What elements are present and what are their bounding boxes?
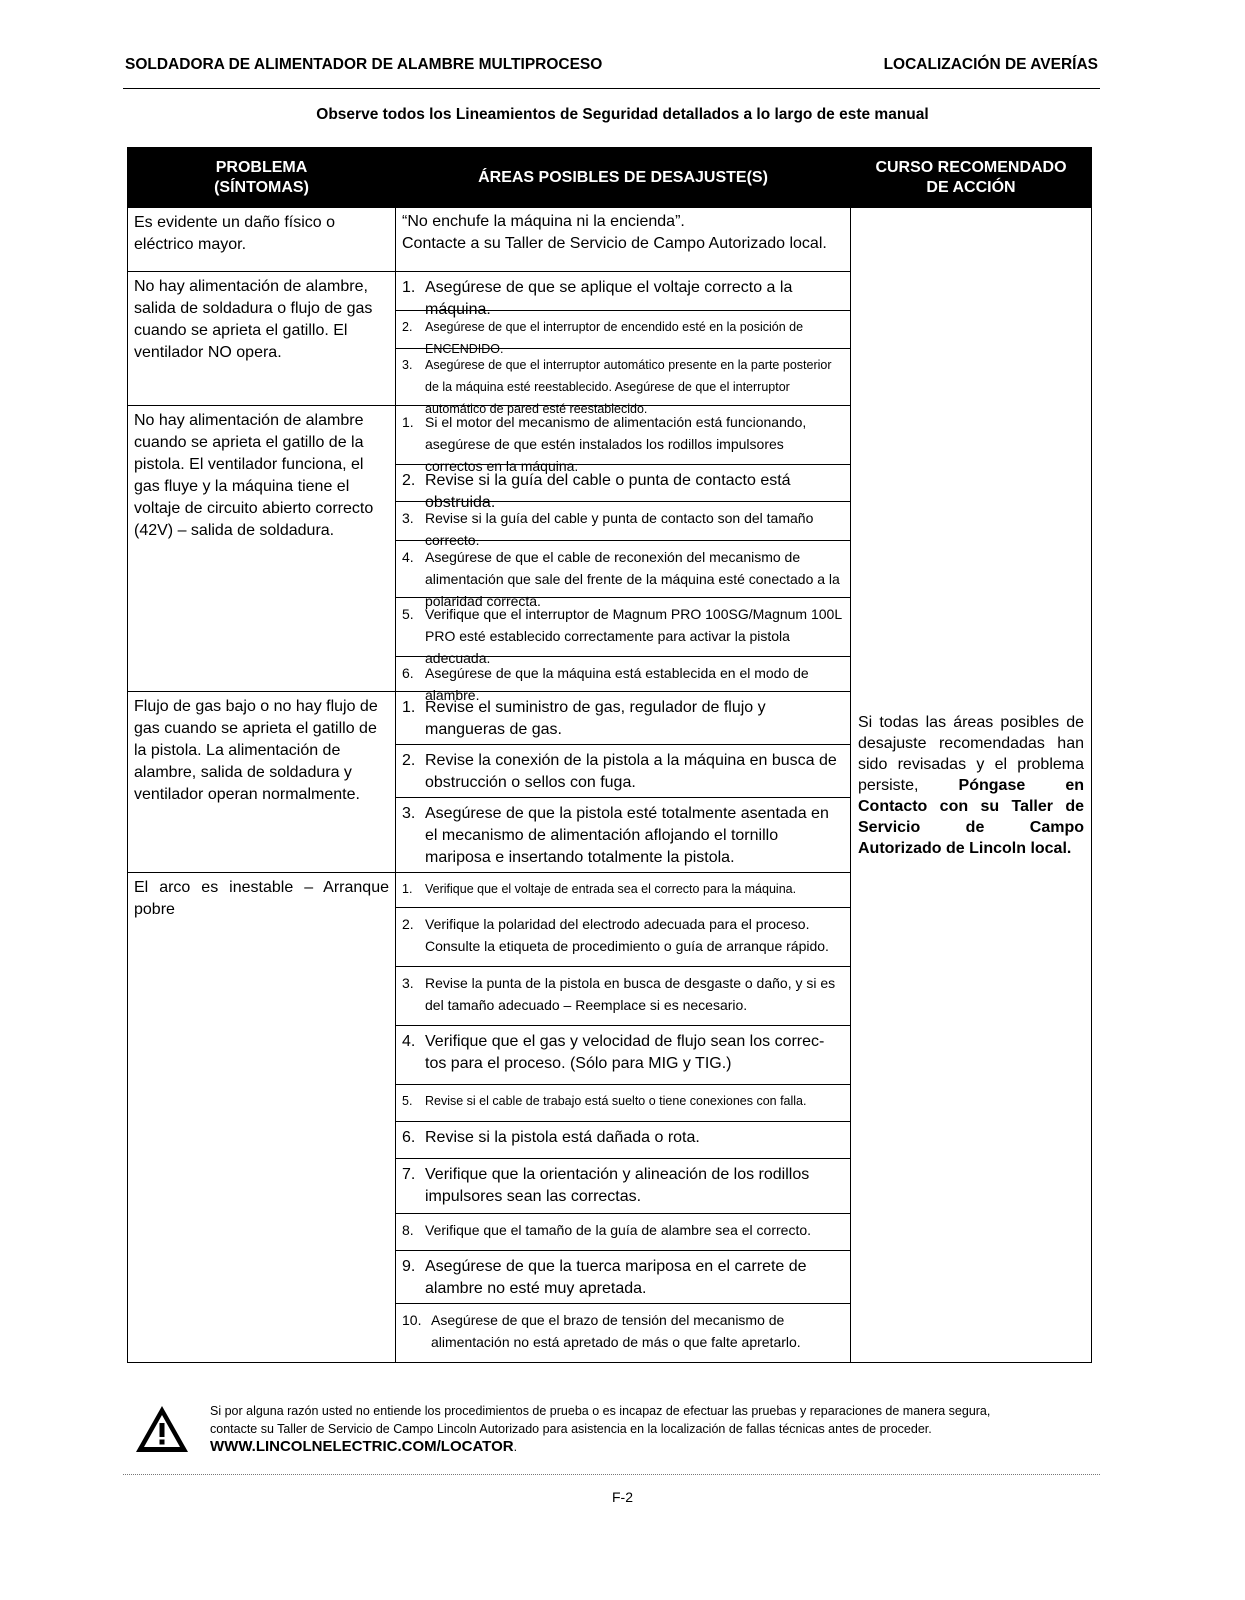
problem-cell: Es evidente un daño físico o eléctrico mayor. [128, 208, 396, 272]
areas-cell [396, 406, 851, 703]
area-item: 3. Revise si la guía del cable y punta de contacto son del tamaño correcto. [396, 502, 850, 541]
locator-link[interactable]: WWW.LINCOLNELECTRIC.COM/LOCATOR [210, 1438, 514, 1455]
area-item: 10. Asegúrese de que el brazo de tensión del mecanismo de alimentación no está apretado de más o que falte apretarlo. [402, 1312, 801, 1350]
warning-triangle-icon [134, 1404, 190, 1454]
column-header-problem: PROBLEMA (SÍNTOMAS) [128, 148, 396, 208]
area-item: 3. Asegúrese de que la pistola esté totalmente asentada en el mecanismo de alimentación aflojando el tornillo mariposa e insertando totalmente la pistola. [402, 805, 829, 866]
problem-cell: No hay alimentación de alambre cuando se aprieta el gatillo de la pistola. El ventilador funciona, el gas fluye y la máquina tiene el voltaje de circuito abierto correcto (42V) – salida de soldadura. [128, 406, 396, 692]
column-header-action: CURSO RECOMENDADO DE ACCIÓN [851, 148, 1092, 208]
area-item: 7. Verifique que la orientación y alineación de los rodillos impulsores sean las correctas. [396, 1159, 850, 1214]
areas-cell [396, 873, 851, 1363]
problem-cell: El arco es inestable – Arranque pobre [128, 873, 396, 1363]
areas-cell [396, 208, 851, 272]
area-item: 6. Asegúrese de que la máquina está establecida en el modo de alambre. [402, 665, 809, 703]
header-divider [123, 88, 1100, 89]
safety-note: Observe todos los Lineamientos de Seguridad detallados a lo largo de este manual [316, 106, 929, 123]
areas-cell [396, 272, 851, 416]
page-number: F-2 [612, 1489, 633, 1505]
troubleshooting-table [127, 147, 1092, 1363]
table-header-row [128, 148, 1092, 208]
header-title: SOLDADORA DE ALIMENTADOR DE ALAMBRE MULTIPROCESO [125, 56, 603, 73]
area-item: 2. Revise si la guía del cable o punta de contacto está obstruida. [396, 465, 850, 502]
area-item: 1. Verifique que el voltaje de entrada sea el correcto para la máquina. [396, 873, 850, 908]
footer-divider [123, 1474, 1100, 1475]
areas-cell [396, 692, 851, 873]
footer-text: Si por alguna razón usted no entiende los procedimientos de prueba o es incapaz de efectuar las pruebas y reparaciones de manera segura, contacte su Taller de Servicio de Campo Lincoln Autorizado para asistencia en la localización de fallas técnicas antes de proceder. WWW.LINCOLNELECTRIC.COM/LOCATOR. [210, 1404, 991, 1455]
area-item: “No enchufe la máquina ni la encienda”. Contacte a su Taller de Servicio de Campo Autorizado local. [402, 213, 827, 252]
area-item: 4. Asegúrese de que el cable de reconexión del mecanismo de alimentación que sale del frente de la máquina esté conectado a la polaridad correcta. [396, 541, 850, 598]
area-item: 2. Revise la conexión de la pistola a la máquina en busca de obstrucción o sellos con fuga. [396, 745, 850, 798]
problem-cell: Flujo de gas bajo o no hay flujo de gas cuando se aprieta el gatillo de la pistola. La alimentación de alambre, salida de soldadura y ventilador operan normalmente. [128, 692, 396, 873]
action-cell: Si todas las áreas posibles de desajuste recomendadas han sido revisadas y el problema persiste, Póngase en Contacto con su Taller de Servicio de Campo Autorizado de Lincoln local. [851, 208, 1092, 1363]
footer-warning [134, 1402, 1094, 1462]
action-contact-text: Póngase en Contacto con su Taller de Servicio de Campo Autorizado de Lincoln local. [858, 776, 1084, 857]
area-item: 4. Verifique que el gas y velocidad de flujo sean los correc- tos para el proceso. (Sólo para MIG y TIG.) [396, 1026, 850, 1085]
area-item: 1. Si el motor del mecanismo de alimentación está funcionando, asegúrese de que estén instalados los rodillos impulsores correctos en la máquina. [396, 406, 850, 465]
area-item: 5. Verifique que el interruptor de Magnum PRO 100SG/Magnum 100L PRO esté establecido correctamente para activar la pistola adecuada. [396, 598, 850, 657]
area-item: 3. Asegúrese de que el interruptor automático presente en la parte posterior de la máquina esté reestablecido. Asegúrese de que el interruptor automático de pared esté reestablecido. [402, 358, 832, 416]
area-item: 2. Asegúrese de que el interruptor de encendido esté en la posición de ENCENDIDO. [396, 311, 850, 349]
area-item: 1. Asegúrese de que se aplique el voltaje correcto a la máquina. [396, 272, 850, 311]
area-item: 9. Asegúrese de que la tuerca mariposa en el carrete de alambre no esté muy apretada. [396, 1251, 850, 1304]
area-item: 8. Verifique que el tamaño de la guía de alambre sea el correcto. [396, 1214, 850, 1251]
table-row [128, 208, 1092, 272]
area-item: 5. Revise si el cable de trabajo está suelto o tiene conexiones con falla. [396, 1085, 850, 1122]
problem-cell: No hay alimentación de alambre, salida de soldadura o flujo de gas cuando se aprieta el gatillo. El ventilador NO opera. [128, 272, 396, 406]
area-item: 2. Verifique la polaridad del electrodo adecuada para el proceso. Consulte la etiqueta de procedimiento o guía de arranque rápido. [396, 908, 850, 967]
header-section: LOCALIZACIÓN DE AVERÍAS [883, 56, 1098, 73]
page-header [125, 56, 1098, 82]
area-item: 6. Revise si la pistola está dañada o rota. [396, 1122, 850, 1159]
column-header-areas: ÁREAS POSIBLES DE DESAJUSTE(S) [396, 148, 851, 208]
area-item: 3. Revise la punta de la pistola en busca de desgaste o daño, y si es del tamaño adecuado – Reemplace si es necesario. [396, 967, 850, 1026]
area-item: 1. Revise el suministro de gas, regulador de flujo y mangueras de gas. [396, 692, 850, 745]
